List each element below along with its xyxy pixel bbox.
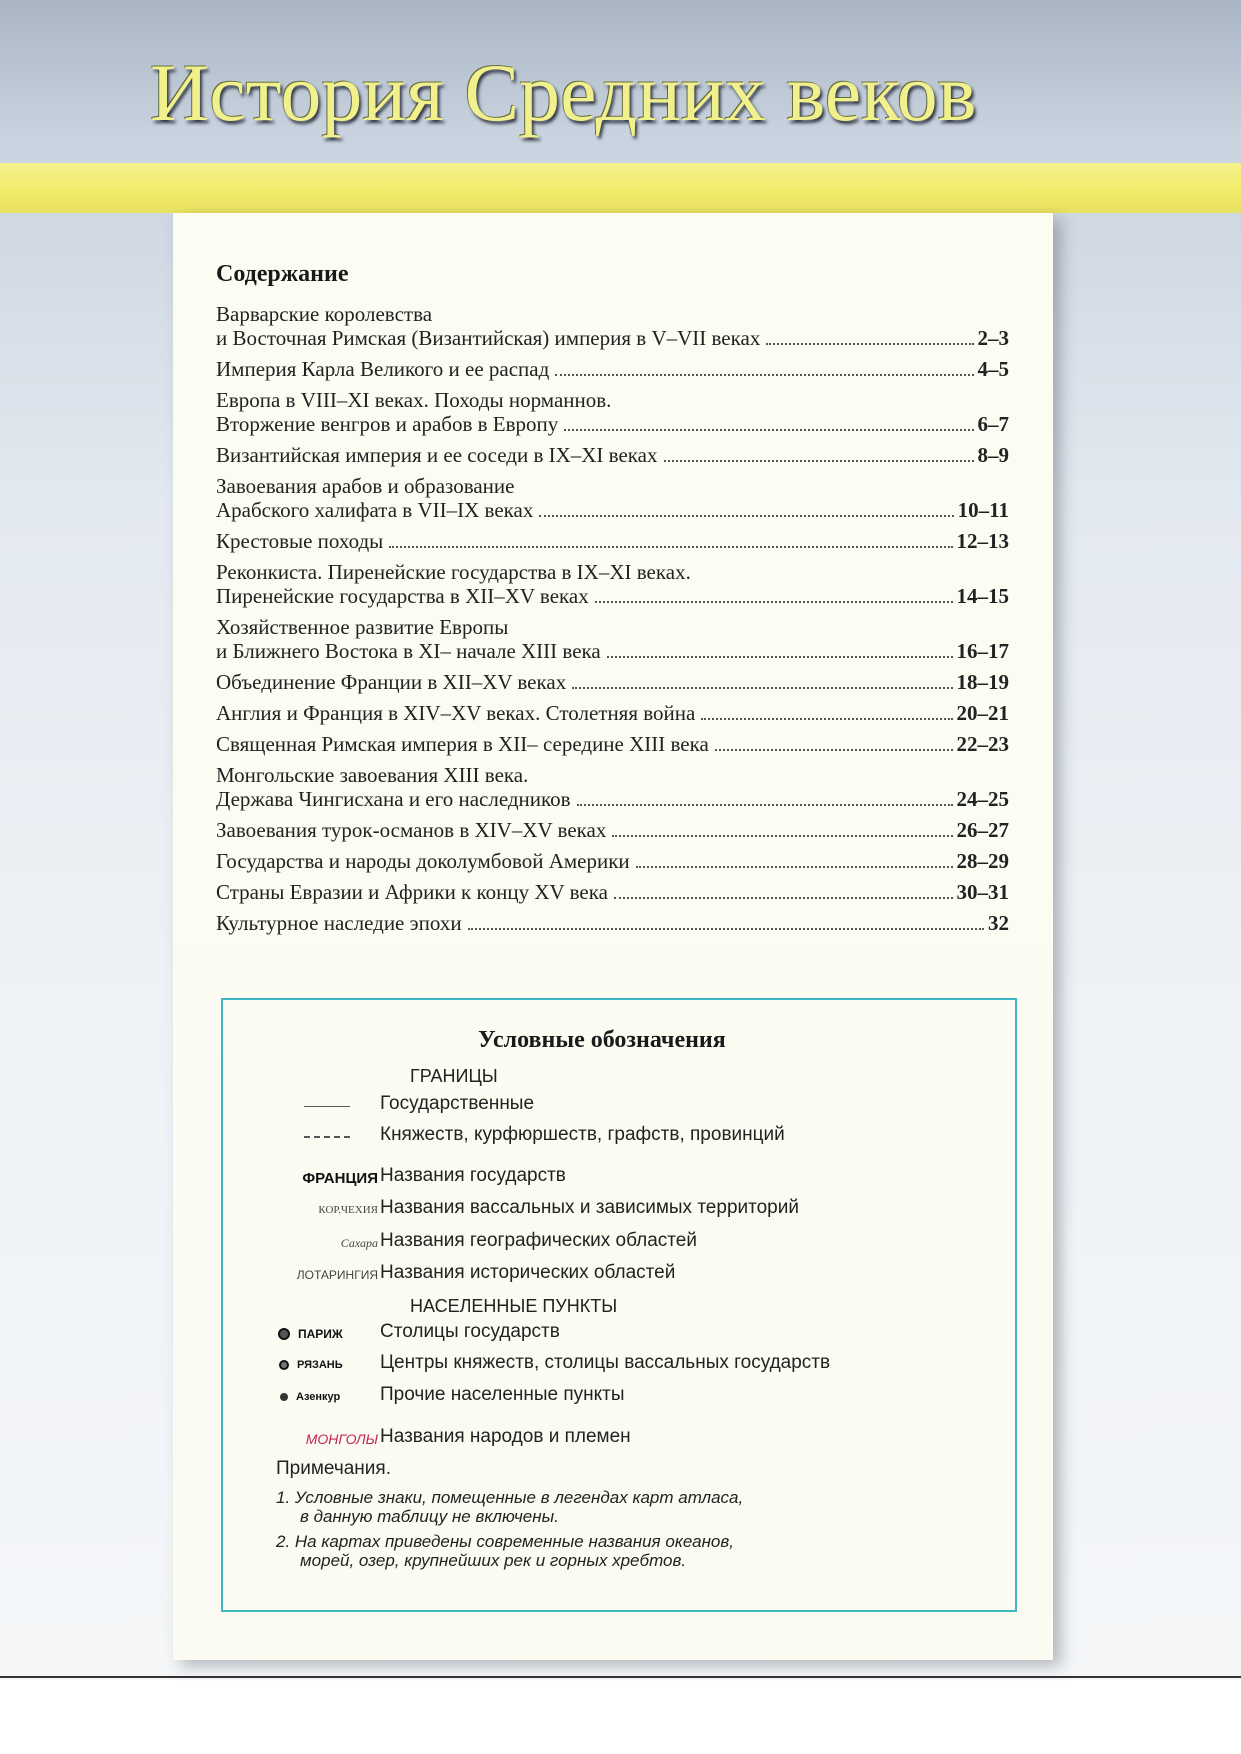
toc-entry [216, 474, 1009, 522]
sample-hist-name: ЛОТАРИНГИЯ [296, 1268, 378, 1282]
legend-settlements-heading: НАСЕЛЕННЫЕ ПУНКТЫ [410, 1296, 618, 1316]
state-border-line-icon [304, 1106, 350, 1107]
legend-title: Условные обозначения [478, 1027, 726, 1053]
toc-entry [216, 357, 1009, 381]
sample-geo-name: Сахара [340, 1235, 378, 1250]
toc-entry [216, 818, 1009, 842]
legend-row-hist-names: ЛОТАРИНГИЯ Названия исторических областей [296, 1262, 676, 1283]
toc-entry [216, 911, 1009, 935]
settlement-marker-icon [280, 1393, 288, 1401]
toc-page-number: 2–3 [977, 326, 1009, 350]
legend-row-centers: РЯЗАНЬ Центры княжеств, столицы вассальных государств [260, 1352, 980, 1378]
toc-leader-dots [468, 927, 984, 930]
toc-page-number: 30–31 [956, 880, 1009, 904]
toc-entry [216, 880, 1009, 904]
toc-entry [216, 732, 1009, 756]
legend-row-geo-names: Сахара Названия географических областей [340, 1230, 697, 1251]
legend-row-peoples: МОНГОЛЫ Названия народов и племен [305, 1426, 631, 1447]
toc-leader-dots [636, 865, 953, 868]
toc-entry-title: Священная Римская империя в XII– середине XIII века [216, 732, 709, 756]
toc-page-number: 6–7 [977, 412, 1009, 436]
note-1: 1. Условные знаки, помещенные в легендах карт атласа, в данную таблицу не включены. [276, 1488, 744, 1526]
toc-leader-dots [539, 514, 953, 517]
title-band [0, 163, 1241, 213]
toc-leader-dots [555, 373, 973, 376]
principality-border-line-icon [304, 1136, 350, 1138]
sample-center: РЯЗАНЬ [297, 1359, 343, 1371]
toc-page-number: 16–17 [956, 639, 1009, 663]
toc-entry-title: Страны Евразии и Африки к концу XV века [216, 880, 608, 904]
toc-page-number: 32 [988, 911, 1009, 935]
sample-peoples: МОНГОЛЫ [305, 1431, 378, 1447]
toc-leader-dots [572, 686, 952, 689]
toc-entry-title: Вторжение венгров и арабов в Европу [216, 412, 559, 436]
center-marker-icon [279, 1360, 289, 1370]
legend-row-vassal-names: КОР.ЧЕХИЯ Названия вассальных и зависимых территорий [318, 1197, 799, 1218]
toc-entry [216, 670, 1009, 694]
toc-page-number: 18–19 [956, 670, 1009, 694]
page-title: История Средних веков [150, 47, 977, 138]
toc-leader-dots [612, 834, 952, 837]
toc-leader-dots [607, 655, 953, 658]
toc-entry [216, 443, 1009, 467]
sample-capital: ПАРИЖ [298, 1327, 343, 1341]
toc-entry-title: Империя Карла Великого и ее распад [216, 357, 550, 381]
toc-entry [216, 615, 1009, 663]
toc-entry-title: Государства и народы доколумбовой Америки [216, 849, 630, 873]
toc-entry-title: Реконкиста. Пиренейские государства в IX–XI веках. [216, 560, 691, 584]
toc-entry-title: Европа в VIII–XI веках. Походы норманнов. [216, 388, 612, 412]
toc-entry-title: и Ближнего Востока в XI– начале XIII века [216, 639, 601, 663]
toc-entry-title: Арабского халифата в VII–IX веках [216, 498, 534, 522]
toc-entry [216, 388, 1009, 436]
toc-entry-title: Завоевания турок-османов в XIV–XV веках [216, 818, 607, 842]
toc-leader-dots [389, 545, 952, 548]
toc-entry [216, 529, 1009, 553]
toc-entry-title: Завоевания арабов и образование [216, 474, 515, 498]
legend-row-state-names: ФРАНЦИЯ Названия государств [302, 1165, 566, 1187]
capital-marker-icon [278, 1328, 290, 1340]
legend-row-others: Азенкур Прочие населенные пункты [260, 1384, 980, 1410]
toc-page-number: 28–29 [956, 849, 1009, 873]
toc-leader-dots [715, 748, 953, 751]
legend-row-principality-borders: Княжеств, курфюршеств, графств, провинций [260, 1124, 980, 1150]
toc-entry-title: Объединение Франции в XII–XV веках [216, 670, 567, 694]
toc-entry-title: Монгольские завоевания XIII века. [216, 763, 529, 787]
toc-page-number: 26–27 [956, 818, 1009, 842]
toc-leader-dots [577, 803, 953, 806]
toc-leader-dots [701, 717, 952, 720]
toc-page-number: 20–21 [956, 701, 1009, 725]
table-of-contents [216, 302, 1009, 942]
legend-row-capitals: ПАРИЖ Столицы государств [260, 1321, 980, 1347]
toc-entry [216, 763, 1009, 811]
toc-leader-dots [766, 342, 973, 345]
toc-page-number: 22–23 [956, 732, 1009, 756]
toc-entry-title: и Восточная Римская (Византийская) империя в V–VII веках [216, 326, 761, 350]
toc-entry-title: Крестовые походы [216, 529, 384, 553]
toc-entry [216, 560, 1009, 608]
notes-heading: Примечания. [276, 1458, 391, 1479]
toc-entry-title: Хозяйственное развитие Европы [216, 615, 509, 639]
toc-entry [216, 302, 1009, 350]
legend-row-state-borders: Государственные [260, 1093, 980, 1119]
toc-leader-dots [614, 896, 953, 899]
toc-entry-title: Варварские королевства [216, 302, 433, 326]
toc-heading: Содержание [216, 261, 349, 287]
toc-entry [216, 701, 1009, 725]
sample-vassal-name: КОР.ЧЕХИЯ [318, 1204, 378, 1216]
toc-page-number: 12–13 [956, 529, 1009, 553]
toc-leader-dots [564, 428, 973, 431]
toc-page-number: 24–25 [956, 787, 1009, 811]
toc-entry-title: Держава Чингисхана и его наследников [216, 787, 571, 811]
toc-page-number: 4–5 [977, 357, 1009, 381]
toc-entry-title: Византийская империя и ее соседи в IX–XI веках [216, 443, 658, 467]
toc-page-number: 8–9 [977, 443, 1009, 467]
legend-borders-heading: ГРАНИЦЫ [410, 1066, 498, 1086]
toc-entry-title: Пиренейские государства в XII–XV веках [216, 584, 589, 608]
sample-state-name: ФРАНЦИЯ [302, 1169, 378, 1187]
toc-entry-title: Англия и Франция в XIV–XV веках. Столетняя война [216, 701, 696, 725]
page-bottom-rule [0, 1676, 1241, 1678]
toc-leader-dots [664, 459, 974, 462]
note-2: 2. На картах приведены современные названия океанов, морей, озер, крупнейших рек и горных хребтов. [276, 1532, 734, 1570]
toc-leader-dots [595, 600, 953, 603]
sample-other: Азенкур [296, 1391, 341, 1403]
toc-entry [216, 849, 1009, 873]
toc-page-number: 10–11 [957, 498, 1009, 522]
toc-entry-title: Культурное наследие эпохи [216, 911, 462, 935]
toc-page-number: 14–15 [956, 584, 1009, 608]
